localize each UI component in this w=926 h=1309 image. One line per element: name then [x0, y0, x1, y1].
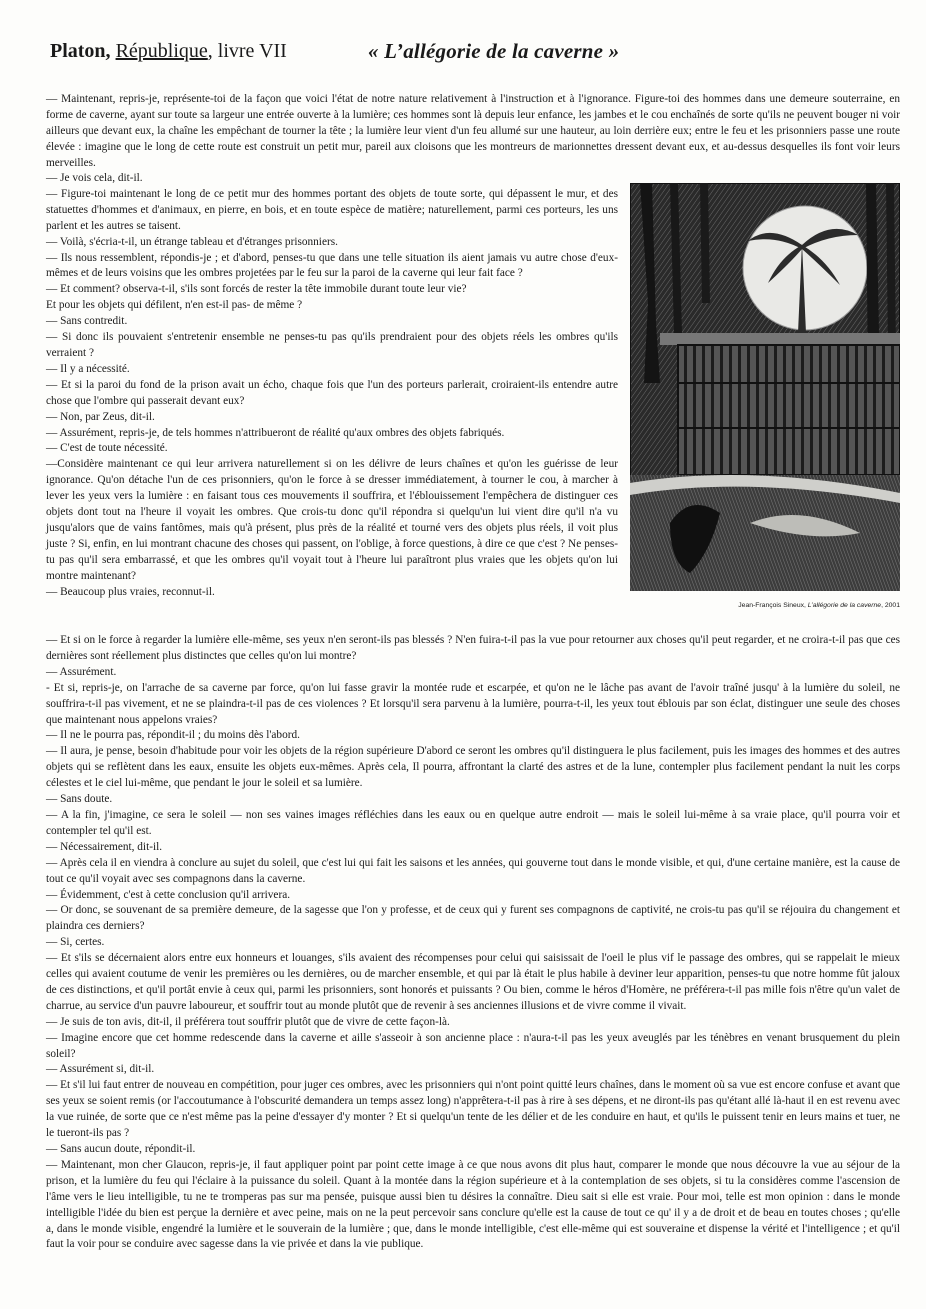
cave-engraving-image	[630, 183, 900, 591]
text-block-top	[46, 92, 900, 172]
paragraph: — Voilà, s'écria-t-il, un étrange tableau et d'étranges prisonniers.	[46, 235, 338, 248]
paragraph: — Or donc, se souvenant de sa première demeure, de la sagesse que l'on y professe, et de ceux qui y furent ses compagnons de captivité, ne crois-tu pas qu'il se réjouira du changement et plaindra ces derniers?	[46, 904, 900, 933]
paragraph: — Il y a nécessité.	[46, 362, 130, 375]
paragraph: — Sans aucun doute, répondit-il.	[46, 1143, 196, 1155]
caption-author: Jean-François Sineux,	[738, 602, 808, 609]
paragraph: — Imagine encore que cet homme redescende dans la caverne et aille s'asseoir à son ancienne place : n'aura-t-il pas les yeux aveuglés par les ténèbres en venant brusquement du plein soleil?	[46, 1031, 900, 1060]
paragraph: — Assurément.	[46, 665, 117, 678]
paragraph: — Il aura, je pense, besoin d'habitude pour voir les objets de la région supérieure D'abord ce seront les ombres qu'il distinguera le plus facilement, puis les images des hommes et des autres objets qui se reflètent dans les eaux, ensuite les objets eux-mêmes. Après cela, Il pourra, affrontant la clarté des astres et de la lune, contempler plus facilement pendant la nuit les corps célestes et le ciel lui-même, que pendant le jour le soleil et sa lumière.	[46, 745, 900, 790]
text-block-bottom	[46, 633, 900, 1253]
document-header	[50, 36, 890, 72]
paragraph: — Je vois cela, dit-il.	[46, 172, 143, 184]
paragraph: — Et si la paroi du fond de la prison avait un écho, chaque fois que l'un des porteurs parlerait, croiraient-ils entendre autre chose que l'ombre qui passerait devant eux?	[46, 378, 618, 407]
paragraph: — Après cela il en viendra à conclure au sujet du soleil, que c'est lui qui fait les saisons et les années, qui gouverne tout dans le monde visible, et qui, d'une certaine manière, est la cause de tout ce qu'il voyait avec ses compagnons dans la caverne.	[46, 856, 900, 885]
paragraph: — Si, certes.	[46, 936, 105, 949]
paragraph: — Maintenant, repris-je, représente-toi de la façon que voici l'état de notre nature relativement à l'instruction et à l'ignorance. Figure-toi des hommes dans une demeure souterraine, en forme de caverne, ayant sur toute sa largeur une entrée ouverte à la lumière; ces hommes sont là depuis leur enfance, les jambes et le cou enchaînés de sorte qu'ils ne peuvent bouger ni voir ailleurs que devant eux, la chaîne les empêchant de tourner la tête ; la lumière leur vient d'un feu allumé sur une hauteur, au loin derrière eux; entre le feu et les prisonniers passe une route élevée : imagine que le long de cette route est construit un petit mur, pareil aux cloisons que les montreurs de marionnettes dressent devant eux, et au-dessus desquelles ils font voir leurs merveilles.	[46, 93, 900, 169]
paragraph: - Et si, repris-je, on l'arrache de sa caverne par force, qu'on lui fasse gravir la montée rude et escarpée, et qu'on ne le lâche pas avant de l'avoir traîné jusqu' à la lumière du soleil, ne souffrira-t-il pas vivement, et ne se plaindra-t-il pas de ces violences ? Et lorsqu'il sera parvenu à la lumière, pourra-t-il, les yeux tout éblouis par son éclat, distinguer une seule des choses que maintenant nous appelons vraies?	[46, 681, 900, 726]
paragraph: — Assurément si, dit-il.	[46, 1063, 155, 1076]
illustration	[630, 183, 900, 591]
paragraph: — Sans doute.	[46, 793, 113, 806]
paragraph: — Sans contredit.	[46, 315, 128, 328]
paragraph: Et pour les objets qui défilent, n'en est-il pas- de même ?	[46, 299, 303, 312]
work-title: République	[115, 40, 208, 62]
paragraph: — C'est de toute nécessité.	[46, 442, 168, 455]
caption-work: L’allégorie de la caverne	[807, 602, 882, 609]
page-title: « L’allégorie de la caverne »	[368, 39, 620, 63]
paragraph: — Figure-toi maintenant le long de ce petit mur des hommes portant des objets de toute sorte, qui dépassent le mur, et des statuettes d'hommes et d'animaux, en pierre, en bois, et en toute espèce de matière; naturellement, parmi ces porteurs, les uns parlent et les autres se taisent.	[46, 187, 618, 232]
paragraph: — Je suis de ton avis, dit-il, il préférera tout souffrir plutôt que de vivre de cette façon-là.	[46, 1015, 450, 1028]
paragraph: — Et comment? observa-t-il, s'ils sont forcés de rester la tête immobile durant toute leur vie?	[46, 283, 467, 296]
paragraph: — Et s'il lui faut entrer de nouveau en compétition, pour juger ces ombres, avec les prisonniers qui n'ont point quitté leurs chaînes, dans le moment où sa vue est encore confuse et avant que ses yeux se soient remis (or l'accoutumance à l'obscurité demandera un temps assez long) n'apprêtera-t-il pas à rire à ses dépens, et ne diront-ils pas qu'étant allé là-haut il en est revenu avec la vue ruinée, de sorte que ce n'est même pas la peine d'essayer d'y monter ? Et si quelqu'un tente de les délier et de les conduire en haut, et qu'ils le puissent tenir en leurs mains et tuer, ne le tueront-ils pas ?	[46, 1079, 900, 1140]
paragraph: — Il ne le pourra pas, répondit-il ; du moins dès l'abord.	[46, 729, 300, 742]
figure-caption	[690, 601, 900, 610]
text-block-column	[46, 171, 618, 600]
paragraph: — Et s'ils se décernaient alors entre eux honneurs et louanges, s'ils avaient des récompenses pour celui qui saisissait de l'oeil le plus vif le passage des ombres, qui se rappelait le mieux celles qui avaient coutume de venir les premières ou les dernières, ou de marcher ensemble, et qui par là était le plus habile à deviner leur apparition, penses-tu que notre homme fût jaloux de ces distinctions, et qu'il portât envie à ceux qui, parmi les prisonniers, sont honorés et puissants ? Ou bien, comme le héros d'Homère, ne préférera-t-il pas mille fois n'être qu'un valet de charrue, au service d'un pauvre laboureur, et souffrir tout au monde plutôt que de revenir à ses anciennes illusions et de vivre comme il vivait.	[46, 952, 900, 1012]
paragraph: — Maintenant, mon cher Glaucon, repris-je, il faut appliquer point par point cette image à ce que nous avons dit plus haut, comparer le monde que nous découvre la vue au séjour de la prison, et la lumière du feu qui l'éclaire à la puissance du soleil. Quant à la montée dans la région supérieure et à la contemplation de ses objets, si tu la considères comme l'ascension de l'âme vers le lieu intelligible, tu ne te tromperas pas sur ma pensée, puisque aussi bien tu désires la connaître. Dieu sait si elle est vraie. Pour moi, telle est mon opinion : dans le monde intelligible l'idée du bien est perçue la dernière et avec peine, mais on ne la peut percevoir sans conclure qu'elle est la cause de tout ce qu' il y a de droit et de beau en toutes choses ; qu'elle a, dans le monde visible, engendré la lumière et le souverain de la lumière ; que, dans le monde intelligible, c'est elle-même qui est souveraine et dispense la vérité et l'intelligence ; et qu'il faut la voir pour se conduire avec sagesse dans la vie privée et dans la vie publique.	[46, 1158, 900, 1251]
book-number: , livre VII	[207, 40, 287, 62]
paragraph: — Évidemment, c'est à cette conclusion qu'il arrivera.	[46, 888, 291, 901]
paragraph: — Ils nous ressemblent, répondis-je ; et d'abord, penses-tu que dans une telle situation ils aient jamais vu autre chose d'eux-mêmes et de leurs voisins que les ombres projetées par le feu sur la paroi de la caverne qui leur fait face ?	[46, 251, 618, 280]
paragraph: — Et si on le force à regarder la lumière elle-même, ses yeux n'en seront-ils pas blessés ? N'en fuira-t-il pas la vue pour retourner aux choses qu'il peut regarder, et ne croira-t-il pas que ces dernières sont réellement plus distinctes que celles qu'on lui montre?	[46, 634, 900, 662]
author-name: Platon,	[50, 40, 111, 62]
paragraph: —Considère maintenant ce qui leur arrivera naturellement si on les délivre de leurs chaînes et qu'on les guérisse de leur ignorance. Qu'on détache l'un de ces prisonniers, qu'on le force à se dresser immédiatement, à tourner le cou, à marcher à lever les yeux vers la lumière : en faisant tous ces mouvements il souffrira, et l'éblouissement l'empêchera de distinguer ces objets dont tout na l'heure il voyait les ombres. Que crois-tu donc qu'il répondra si quelqu'un lui vient dire qu'il n'a vu jusqu'alors que de vains fantômes, mais qu'à présent, plus près de la réalité et tourné vers des objets plus réels, il voit plus juste ? Si, enfin, en lui montrant chacune des choses qui passent, on l'oblige, à force questions, à dire ce que c'est ? Ne penses-tu pas qu'il sera embarrassé, et que les ombres qu'il voyait tout à l'heure lui paraîtront plus vraies que les objets qu'on lui montre maintenant?	[46, 458, 618, 582]
paragraph: — Nécessairement, dit-il.	[46, 840, 163, 853]
paragraph: — Beaucoup plus vraies, reconnut-il.	[46, 585, 215, 598]
paragraph: — Non, par Zeus, dit-il.	[46, 410, 155, 423]
paragraph: — Si donc ils pouvaient s'entretenir ensemble ne penses-tu pas qu'ils prendraient pour des objets réels les ombres qu'ils verraient ?	[46, 331, 618, 359]
paragraph: — Assurément, repris-je, de tels hommes n'attribueront de réalité qu'aux ombres des objets fabriqués.	[46, 426, 505, 439]
caption-year: , 2001	[881, 602, 900, 609]
paragraph: — A la fin, j'imagine, ce sera le soleil — non ses vaines images réfléchies dans les eaux ou en quelque autre endroit — mais le soleil lui-même à sa vraie place, qu'il pourra voir et contempler tel qu'il est.	[46, 808, 900, 837]
